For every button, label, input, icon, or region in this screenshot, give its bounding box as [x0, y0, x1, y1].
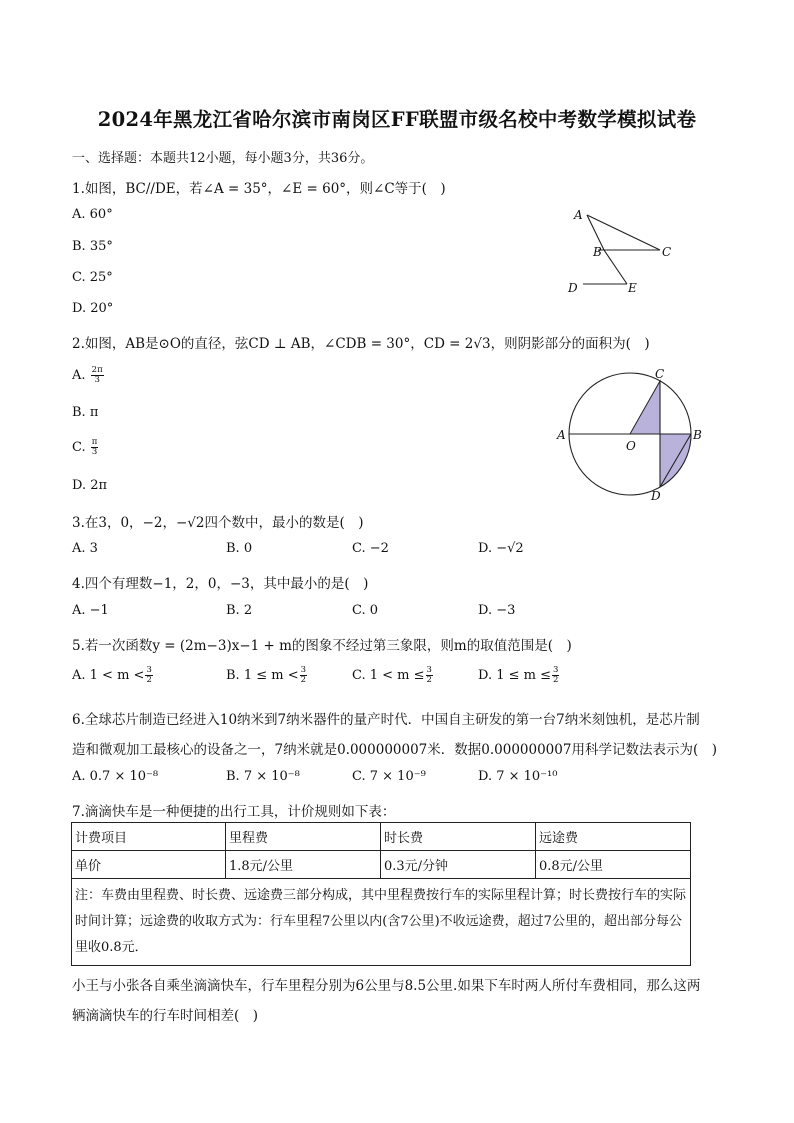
q3-option-b: B. 0	[226, 541, 253, 556]
label-d: D	[568, 281, 578, 295]
q5-option-b-fraction	[300, 666, 307, 685]
fraction-denominator: 2	[426, 675, 432, 685]
q3-option-d: D. −√2	[478, 541, 524, 556]
q5-option-a-fraction	[145, 666, 152, 685]
section-heading: 一、选择题：本题共12小题，每小题3分，共36分。	[72, 151, 374, 166]
fraction-numerator: 3	[146, 665, 152, 675]
q6-option-b: B. 7 × 10⁻⁸	[226, 769, 300, 784]
q5-option-d	[478, 666, 560, 685]
q5-option-c-label: C. 1 < m ≤	[352, 668, 425, 683]
q4-option-a: A. −1	[72, 603, 109, 618]
exam-title: 2024年黑龙江省哈尔滨市南岗区FF联盟市级名校中考数学模拟试卷	[97, 108, 697, 131]
table-note: 注：车费由里程费、时长费、远途费三部分构成，其中里程费按行车的实际里程计算；时长费按行车的实际时间计算；远途费的收取方式为：行车里程7公里以内(含7公里)不收远途费，超过7公里的，超出部分每公里收0.8元．	[72, 879, 691, 966]
q5-option-d-fraction	[552, 666, 559, 685]
fraction-denominator: 3	[94, 375, 100, 385]
question-7-text-line-1: 小王与小张各自乘坐滴滴快车，行车里程分别为6公里与8.5公里.如果下车时两人所付车费相同，那么这两	[72, 978, 701, 994]
q2-option-a	[72, 366, 105, 385]
q2-option-a-fraction	[91, 366, 104, 385]
q1-option-c: C. 25°	[72, 270, 113, 285]
q1-option-a: A. 60°	[72, 207, 113, 222]
fraction-numerator: 3	[300, 665, 307, 675]
question-7-stem: 7.滴滴快车是一种便捷的出行工具，计价规则如下表：	[72, 804, 396, 820]
fraction-denominator: 3	[91, 447, 98, 457]
q2-option-b: B. π	[72, 405, 99, 420]
q5-option-a	[72, 666, 154, 685]
table-cell: 单价	[72, 851, 226, 879]
fraction-denominator: 2	[300, 675, 307, 685]
label-o: O	[626, 439, 636, 453]
q1-option-d: D. 20°	[72, 301, 114, 316]
q4-option-c: C. 0	[352, 603, 379, 618]
line-be	[604, 250, 627, 284]
q2-option-a-label: A.	[72, 368, 86, 383]
q3-option-a: A. 3	[72, 541, 98, 556]
q5-option-c	[352, 666, 434, 685]
table-header-row	[72, 823, 691, 851]
q2-option-c-fraction	[91, 438, 99, 457]
table-cell: 0.8元/公里	[536, 851, 691, 879]
question-3-stem: 3.在3，0，−2，−√2四个数中，最小的数是( )	[72, 515, 364, 531]
q5-option-b	[226, 666, 308, 685]
q2-option-c-label: C.	[72, 440, 86, 455]
table-cell: 远途费	[536, 823, 691, 851]
q2-circle-figure	[550, 362, 710, 512]
label-a: A	[574, 208, 583, 222]
table-cell: 0.3元/分钟	[381, 851, 536, 879]
q2-option-c	[72, 438, 99, 457]
fraction-denominator: 2	[146, 675, 152, 685]
shaded-region-upper	[630, 381, 660, 434]
fraction-numerator: 2π	[91, 365, 103, 375]
q6-option-d: D. 7 × 10⁻¹⁰	[478, 769, 558, 784]
label-e: E	[628, 281, 637, 295]
label-d: D	[651, 489, 661, 503]
label-a: A	[557, 428, 566, 442]
q5-option-c-fraction	[426, 666, 433, 685]
q1-option-b: B. 35°	[72, 239, 113, 254]
question-6-stem-line-1: 6.全球芯片制造已经进入10纳米到7纳米器件的量产时代．中国自主研发的第一台7纳米刻蚀机，是芯片制	[72, 712, 700, 728]
q3-option-c: C. −2	[352, 541, 389, 556]
question-7-text-line-2: 辆滴滴快车的行车时间相差( )	[72, 1008, 259, 1024]
fraction-denominator: 2	[553, 675, 559, 685]
label-c: C	[655, 367, 665, 381]
q2-option-d: D. 2π	[72, 478, 108, 493]
question-2-stem: 2.如图，AB是⊙O的直径，弦CD ⊥ AB，∠CDB = 30°，CD = 2√3，则阴影部分的面积为( )	[72, 336, 650, 352]
q5-option-d-label: D. 1 ≤ m ≤	[478, 668, 552, 683]
table-cell: 时长费	[381, 823, 536, 851]
fraction-numerator: 3	[553, 665, 559, 675]
q1-triangle-figure	[560, 203, 690, 298]
q5-option-b-label: B. 1 ≤ m <	[226, 668, 299, 683]
label-c: C	[662, 245, 672, 259]
table-cell: 1.8元/公里	[226, 851, 381, 879]
table-cell: 里程费	[226, 823, 381, 851]
table-cell: 计费项目	[72, 823, 226, 851]
question-5-stem: 5.若一次函数y = (2m−3)x−1 + m的图象不经过第三象限，则m的取值范围是( )	[72, 638, 572, 654]
fraction-numerator: π	[91, 437, 98, 447]
q5-option-a-label: A. 1 < m <	[72, 668, 145, 683]
fare-table	[71, 822, 691, 966]
question-6-stem-line-2: 造和微观加工最核心的设备之一，7纳米就是0.000000007米．数据0.000000007用科学记数法表示为( )	[72, 742, 717, 758]
fraction-numerator: 3	[426, 665, 432, 675]
question-1-stem: 1.如图，BC//DE，若∠A = 35°，∠E = 60°，则∠C等于( )	[72, 181, 446, 197]
q6-option-c: C. 7 × 10⁻⁹	[352, 769, 426, 784]
question-4-stem: 4.四个有理数−1，2，0，−3，其中最小的是( )	[72, 576, 369, 592]
label-b: B	[693, 428, 702, 442]
table-row	[72, 851, 691, 879]
q6-option-a: A. 0.7 × 10⁻⁸	[72, 769, 159, 784]
q4-option-b: B. 2	[226, 603, 253, 618]
q4-option-d: D. −3	[478, 603, 516, 618]
table-note-row	[72, 879, 691, 966]
label-b: B	[593, 245, 602, 259]
